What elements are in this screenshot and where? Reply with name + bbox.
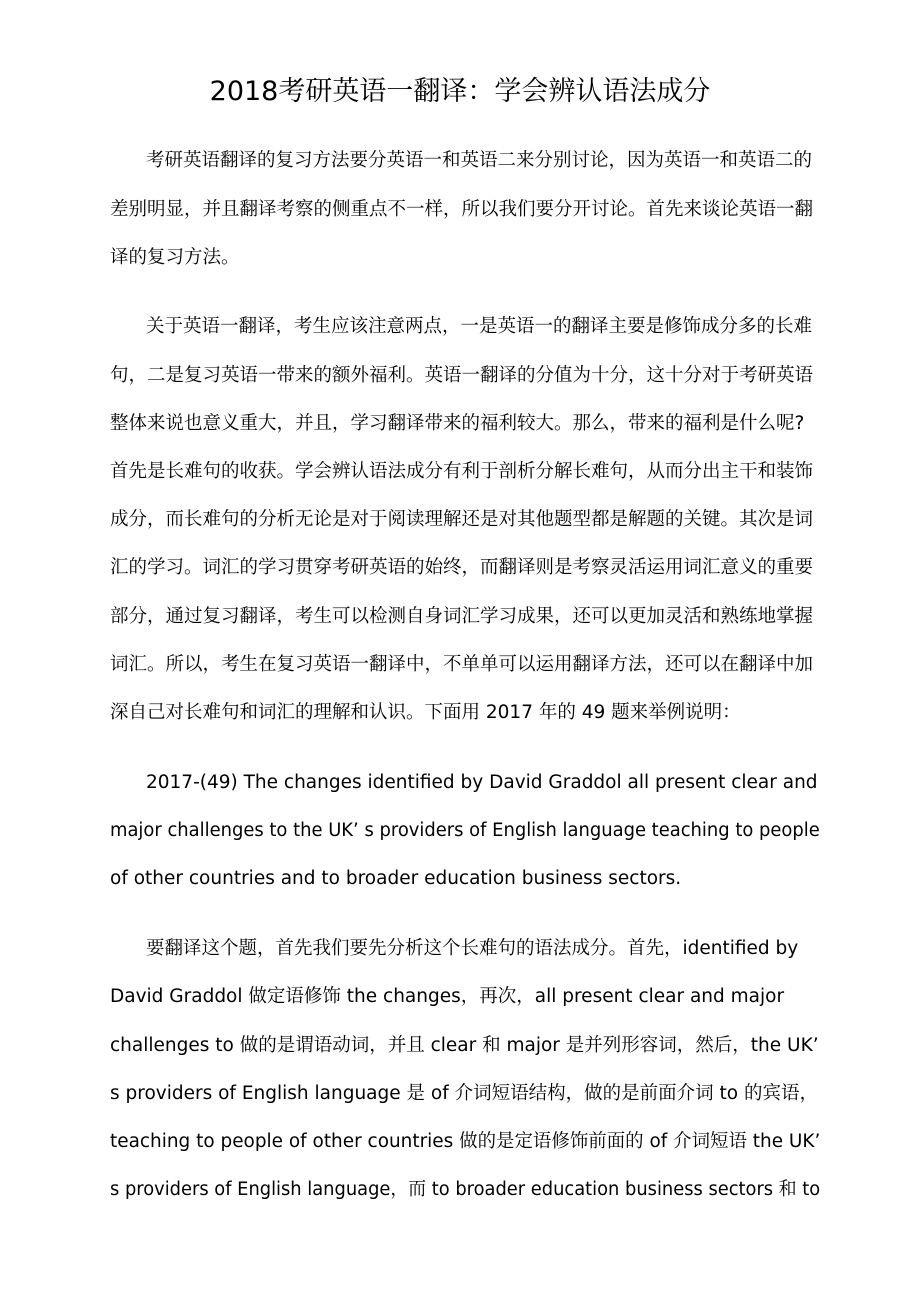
paragraph-3-line-2: major challenges to the UK’ s providers of English language teaching to people [110,820,820,841]
paragraph-4-line-3: challenges to 做的是谓语动词，并且 clear 和 major 是并列形容词，然后，the UK’ [110,1035,819,1056]
paragraph-1-line-2: 差别明显，并且翻译考察的侧重点不一样，所以我们要分开讨论。首先来谈论英语一翻 [110,199,814,220]
paragraph-2-line-5: 成分，而长难句的分析无论是对于阅读理解还是对其他题型都是解题的关键。其次是词 [110,509,814,530]
paragraph-2-line-7: 部分，通过复习翻译，考生可以检测自身词汇学习成果，还可以更加灵活和熟练地掌握 [110,606,814,627]
paragraph-4-line-5: teaching to people of other countries 做的是定语修饰前面的 of 介词短语 the UK’ [110,1131,821,1152]
paragraph-4-line-1: 要翻译这个题，首先我们要先分析这个长难句的语法成分。首先，identified by [146,938,799,959]
document-title: 2018考研英语一翻译：学会辨认语法成分 [209,76,711,107]
paragraph-2-line-2: 句，二是复习英语一带来的额外福利。英语一翻译的分值为十分，这十分对于考研英语 [110,365,814,386]
paragraph-4-line-2: David Graddol 做定语修饰 the changes，再次，all present clear and major [110,986,785,1007]
paragraph-2-line-8: 词汇。所以，考生在复习英语一翻译中，不单单可以运用翻译方法，还可以在翻译中加 [110,654,814,675]
paragraph-2-line-9: 深自己对长难句和词汇的理解和认识。下面用 2017 年的 49 题来举例说明： [110,702,741,723]
paragraph-3-line-1: 2017-(49) The changes identified by David Graddol all present clear and [146,772,818,793]
paragraph-1-line-3: 译的复习方法。 [110,247,240,268]
paragraph-2-line-6: 汇的学习。词汇的学习贯穿考研英语的始终，而翻译则是考察灵活运用词汇意义的重要 [110,557,814,578]
paragraph-4-line-4: s providers of English language 是 of 介词短语结构，做的是前面介词 to 的宾语， [110,1083,818,1104]
paragraph-2-line-1: 关于英语一翻译，考生应该注意两点，一是英语一的翻译主要是修饰成分多的长难 [146,316,813,337]
paragraph-2-line-3: 整体来说也意义重大，并且，学习翻译带来的福利较大。那么，带来的福利是什么呢? [110,413,805,434]
paragraph-2-line-4: 首先是长难句的收获。学会辨认语法成分有利于剖析分解长难句，从而分出主干和装饰 [110,461,814,482]
paragraph-1-line-1: 考研英语翻译的复习方法要分英语一和英语二来分别讨论，因为英语一和英语二的 [146,150,813,171]
paragraph-3-line-3: of other countries and to broader education business sectors. [110,868,682,889]
paragraph-4-line-6: s providers of English language，而 to broader education business sectors 和 to [110,1179,821,1200]
